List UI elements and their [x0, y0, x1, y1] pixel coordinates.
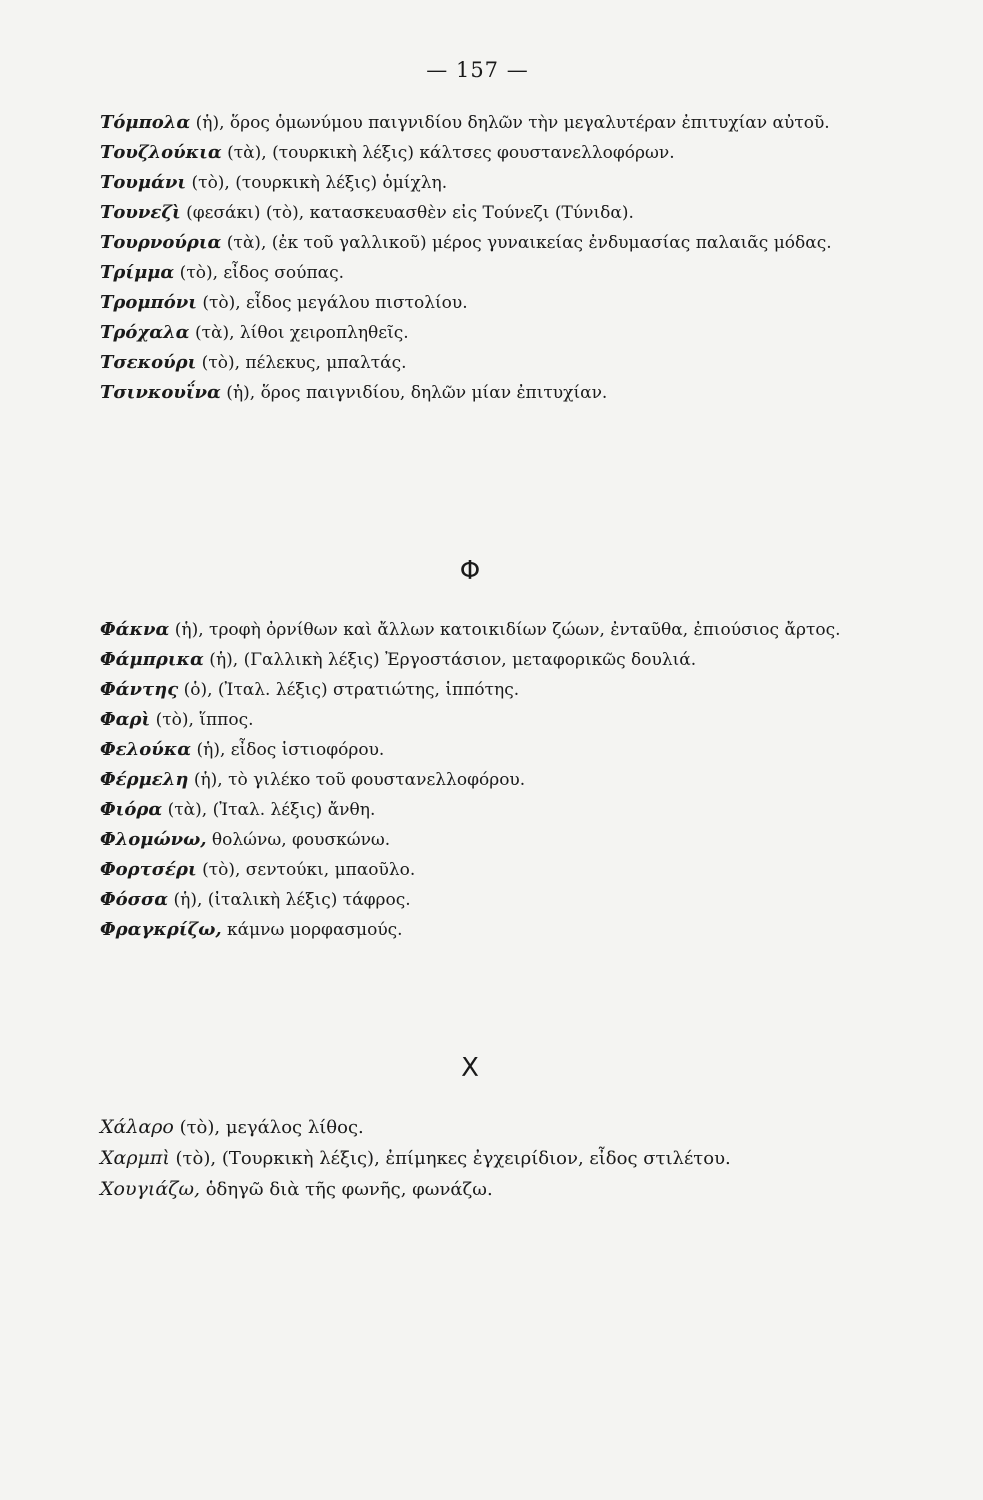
glossary-entry [100, 318, 860, 348]
headword: Φέρμελη [100, 769, 189, 790]
definition: κάμνω μορφασμούς. [221, 920, 403, 940]
glossary-entry [100, 168, 860, 198]
glossary-entry [100, 855, 860, 885]
glossary-entry [100, 258, 860, 288]
headword: Τουνεζὶ [100, 202, 181, 223]
definition: (τὸ), εἶδος μεγάλου πιστολίου. [196, 293, 468, 313]
headword: Τρίμμα [100, 262, 175, 283]
headword: Φάκνα [100, 619, 170, 640]
definition: (φεσάκι) (τὸ), κατασκευασθὲν εἰς Τούνεζι (Τύνιδα). [180, 203, 634, 223]
glossary-entry [100, 675, 860, 705]
page-number: — 157 — [426, 58, 529, 82]
glossary-section-phi [100, 615, 860, 945]
definition: (τὸ), πέλεκυς, μπαλτάς. [196, 353, 407, 373]
headword: Τσεκούρι [100, 352, 197, 373]
glossary-entry [100, 795, 860, 825]
headword: Τσινκουΐνα [100, 382, 221, 403]
letter-heading-phi: Φ [459, 556, 481, 586]
headword: Χάλαρο [100, 1116, 174, 1138]
headword: Τουρνούρια [100, 232, 222, 253]
glossary-entry [100, 765, 860, 795]
glossary-section-tau [100, 108, 860, 408]
definition: (τὸ), εἶδος σούπας. [174, 263, 345, 283]
definition: (ἡ), τὸ γιλέκο τοῦ φουστανελλοφόρου. [188, 770, 526, 790]
glossary-entry [100, 885, 860, 915]
headword: Φάμπρικα [100, 649, 204, 670]
definition: (ἡ), ὅρος παιγνιδίου, δηλῶν μίαν ἐπιτυχίαν. [220, 383, 608, 403]
headword: Τουμάνι [100, 172, 187, 193]
glossary-entry [100, 288, 860, 318]
definition: (τὸ), ἵππος. [150, 710, 254, 730]
glossary-entry [100, 645, 860, 675]
headword: Φορτσέρι [100, 859, 197, 880]
glossary-entry [100, 735, 860, 765]
definition: (ἡ), (ἰταλικὴ λέξις) τάφρος. [168, 890, 411, 910]
headword: Τρομπόνι [100, 292, 197, 313]
headword: Χαρμπὶ [100, 1147, 170, 1169]
glossary-entry [100, 1143, 860, 1174]
definition: θολώνω, φουσκώνω. [206, 830, 391, 850]
definition: (τὰ), λίθοι χειροπληθεῖς. [189, 323, 409, 343]
glossary-section-chi [100, 1112, 860, 1205]
glossary-entry [100, 228, 860, 258]
headword: Χουγιάζω, [100, 1178, 200, 1200]
glossary-entry [100, 138, 860, 168]
glossary-entry [100, 108, 860, 138]
headword: Φλομώνω, [100, 829, 207, 850]
definition: (τὸ), (τουρκικὴ λέξις) ὁμίχλη. [186, 173, 448, 193]
glossary-entry [100, 705, 860, 735]
headword: Φαρὶ [100, 709, 151, 730]
definition: (ὁ), (Ἰταλ. λέξις) στρατιώτης, ἱππότης. [178, 680, 520, 700]
glossary-entry [100, 825, 860, 855]
glossary-entry [100, 1174, 860, 1205]
headword: Τουζλούκια [100, 142, 222, 163]
definition: (ἡ), εἶδος ἱστιοφόρου. [191, 740, 385, 760]
definition: (ἡ), (Γαλλικὴ λέξις) Ἐργοστάσιον, μεταφορικῶς δουλιά. [203, 650, 697, 670]
definition: (τὸ), σεντούκι, μπαοῦλο. [196, 860, 416, 880]
definition: (ἡ), τροφὴ ὀρνίθων καὶ ἄλλων κατοικιδίων ζώων, ἐνταῦθα, ἐπιούσιος ἄρτος. [169, 620, 841, 640]
definition: (ἡ), ὅρος ὁμωνύμου παιγνιδίου δηλῶν τὴν μεγαλυτέραν ἐπιτυχίαν αὐτοῦ. [190, 113, 830, 133]
definition: (τὰ), (ἐκ τοῦ γαλλικοῦ) μέρος γυναικείας ἐνδυμασίας παλαιᾶς μόδας. [221, 233, 832, 253]
definition: (τὰ), (τουρκικὴ λέξις) κάλτσες φουστανελλοφόρων. [221, 143, 675, 163]
definition: ὁδηγῶ διὰ τῆς φωνῆς, φωνάζω. [199, 1179, 493, 1200]
definition: (τὰ), (Ἰταλ. λέξις) ἄνθη. [162, 800, 376, 820]
glossary-entry [100, 915, 860, 945]
glossary-entry [100, 378, 860, 408]
glossary-entry [100, 615, 860, 645]
headword: Φόσσα [100, 889, 169, 910]
glossary-entry [100, 1112, 860, 1143]
headword: Φελούκα [100, 739, 192, 760]
headword: Φιόρα [100, 799, 163, 820]
headword: Τόμπολα [100, 112, 191, 133]
letter-heading-chi: Χ [461, 1053, 479, 1083]
headword: Φραγκρίζω, [100, 919, 222, 940]
glossary-entry [100, 348, 860, 378]
glossary-entry [100, 198, 860, 228]
definition: (τὸ), (Τουρκικὴ λέξις), ἐπίμηκες ἐγχειρίδιον, εἶδος στιλέτου. [169, 1148, 731, 1169]
definition: (τὸ), μεγάλος λίθος. [173, 1117, 364, 1138]
headword: Φάντης [100, 679, 179, 700]
headword: Τρόχαλα [100, 322, 190, 343]
